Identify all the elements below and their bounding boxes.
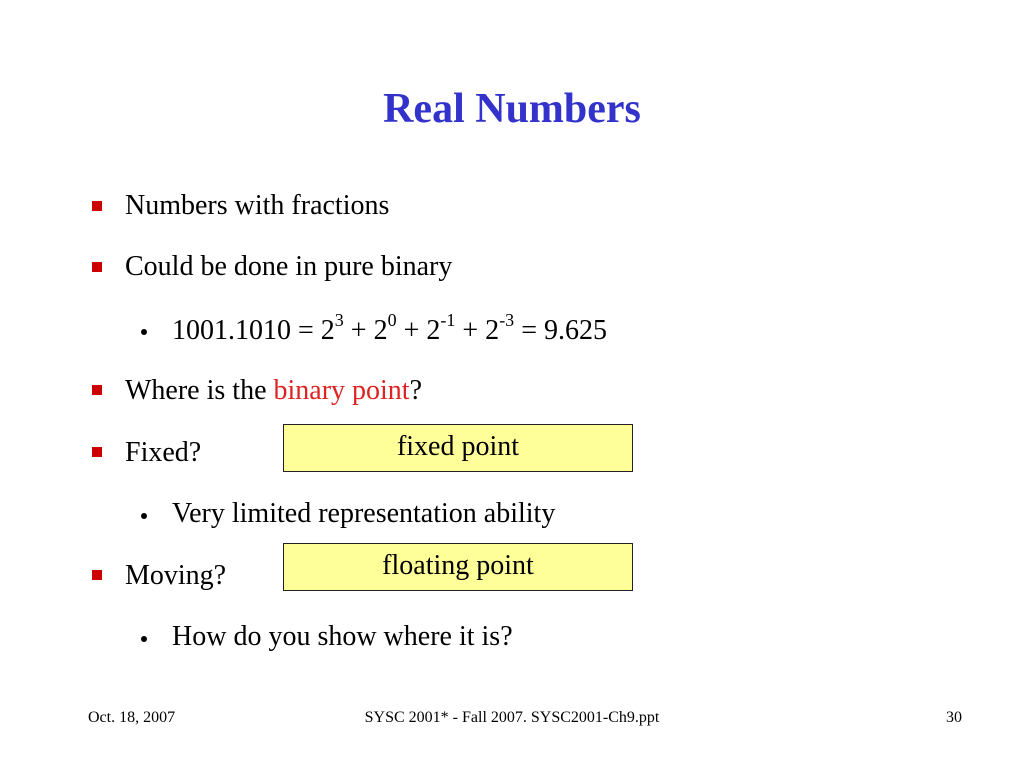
footer-date: Oct. 18, 2007 — [88, 709, 176, 726]
dot-bullet-icon — [141, 513, 147, 519]
bullet-prefix: Where is the — [125, 375, 274, 406]
exponent: 3 — [334, 309, 344, 330]
equation-term: + 2 — [455, 315, 500, 346]
bullet-show-where: How do you show where it is? — [172, 621, 513, 652]
equation-term: + 2 — [343, 315, 388, 346]
bullet-pure-binary: Could be done in pure binary — [125, 251, 453, 282]
bullet-binary-point — [125, 373, 422, 409]
fixed-point-callout: fixed point — [283, 424, 633, 472]
slide-number: 30 — [946, 709, 962, 726]
equation-result: = 9.625 — [514, 315, 607, 346]
bullet-suffix: ? — [409, 375, 423, 406]
floating-point-callout: floating point — [283, 543, 633, 591]
square-bullet-icon — [92, 385, 102, 395]
exponent: -3 — [499, 309, 515, 330]
square-bullet-icon — [92, 447, 102, 457]
exponent: 0 — [387, 309, 397, 330]
square-bullet-icon — [92, 570, 102, 580]
bullet-fixed: Fixed? — [125, 437, 202, 468]
binary-equation — [172, 309, 607, 349]
bullet-limited-representation: Very limited representation ability — [172, 498, 556, 529]
bullet-moving: Moving? — [125, 560, 227, 591]
equation-term: + 2 — [396, 315, 441, 346]
square-bullet-icon — [92, 262, 102, 272]
equation-lhs: 1001.1010 = 2 — [172, 315, 335, 346]
dot-bullet-icon — [141, 329, 147, 335]
square-bullet-icon — [92, 201, 102, 211]
footer-course: SYSC 2001* - Fall 2007. SYSC2001-Ch9.ppt — [364, 709, 660, 726]
slide-title: Real Numbers — [383, 86, 641, 132]
exponent: -1 — [440, 309, 456, 330]
dot-bullet-icon — [141, 636, 147, 642]
binary-point-highlight: binary point — [273, 375, 410, 406]
bullet-numbers-with-fractions: Numbers with fractions — [125, 190, 390, 221]
